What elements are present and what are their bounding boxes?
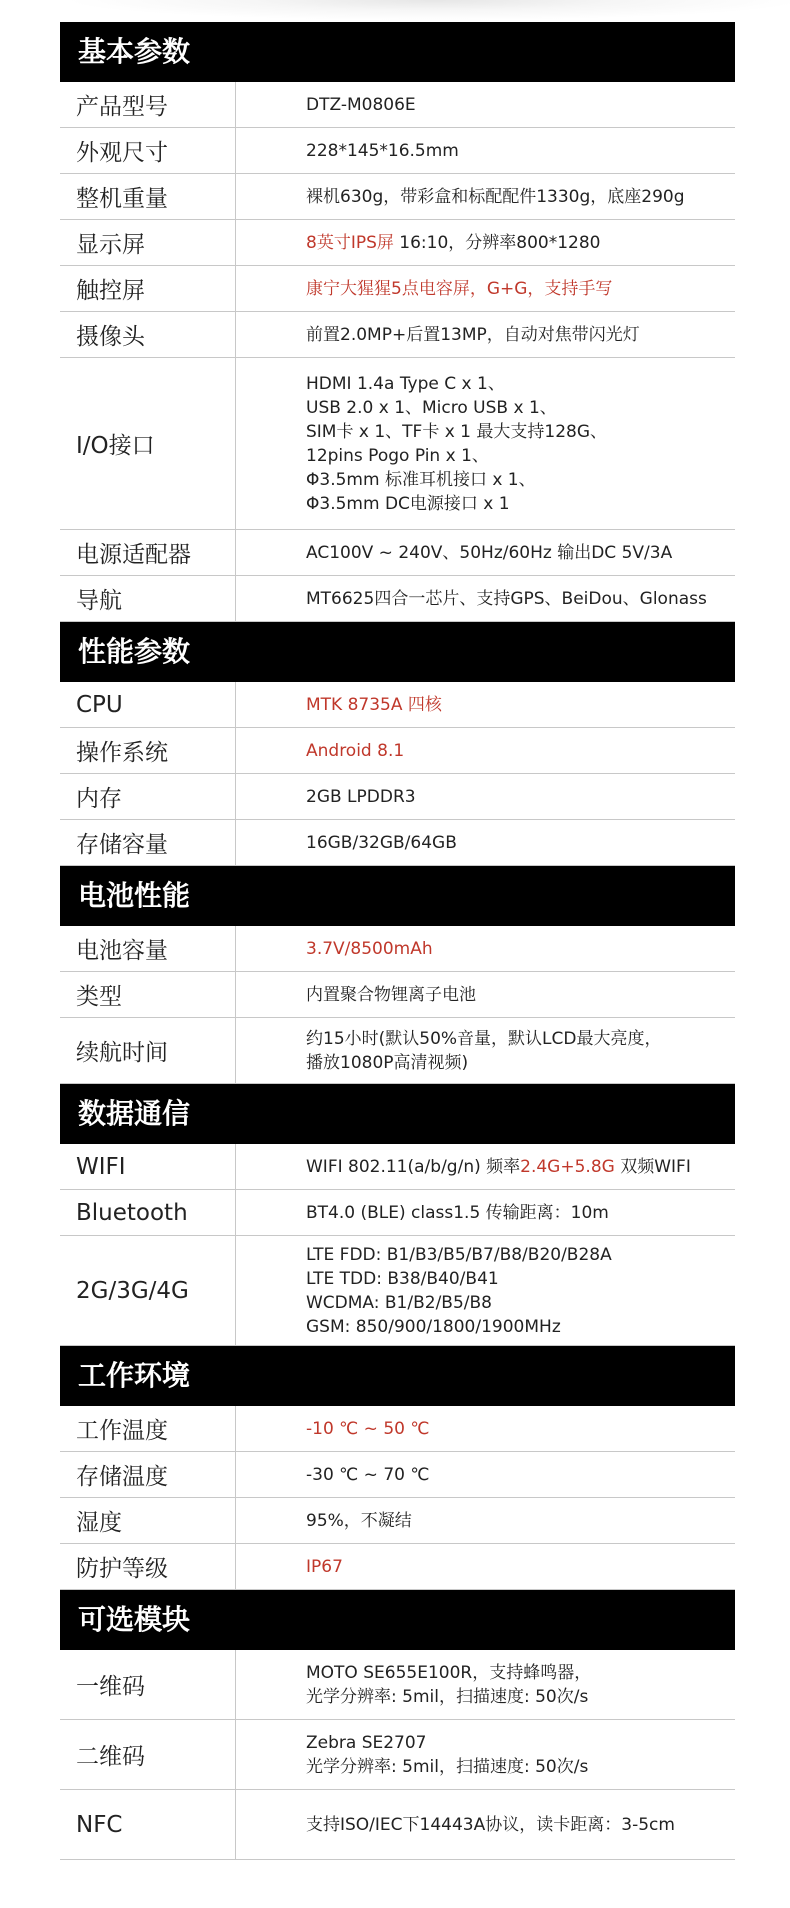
spec-value-line <box>306 1051 735 1075</box>
value-text: Zebra SE2707 <box>306 1732 427 1753</box>
highlight-text: Android 8.1 <box>306 740 405 761</box>
value-text: DTZ-M0806E <box>306 94 416 115</box>
spec-row <box>60 1498 735 1544</box>
value-text: HDMI 1.4a Type C x 1、 <box>306 373 505 394</box>
spec-label: 电源适配器 <box>60 530 236 575</box>
spec-value <box>236 1661 735 1709</box>
spec-table <box>60 22 735 1860</box>
spec-label: 操作系统 <box>60 728 236 773</box>
spec-value <box>236 1813 735 1837</box>
spec-row <box>60 82 735 128</box>
spec-value-line <box>306 831 735 855</box>
spec-value <box>236 1155 735 1179</box>
highlight-text: IP67 <box>306 1556 343 1577</box>
spec-value-line <box>306 1417 735 1441</box>
spec-value <box>236 139 735 163</box>
spec-label: 整机重量 <box>60 174 236 219</box>
spec-value-line <box>306 1509 735 1533</box>
spec-value <box>236 1201 735 1225</box>
spec-value-line <box>306 1201 735 1225</box>
spec-value <box>236 231 735 255</box>
spec-value <box>236 1555 735 1579</box>
spec-label: CPU <box>60 682 236 727</box>
highlight-text: 2.4G+5.8G <box>520 1156 615 1177</box>
spec-row <box>60 972 735 1018</box>
spec-row <box>60 1018 735 1084</box>
spec-value <box>236 1027 735 1075</box>
value-text: 双频WIFI <box>614 1156 691 1177</box>
value-text: AC100V ~ 240V、50Hz/60Hz 输出DC 5V/3A <box>306 542 673 563</box>
spec-row <box>60 576 735 622</box>
section-header: 可选模块 <box>60 1590 735 1650</box>
spec-value-line <box>306 444 735 468</box>
spec-value-line <box>306 492 735 516</box>
spec-label: 类型 <box>60 972 236 1017</box>
value-text: WCDMA: B1/B2/B5/B8 <box>306 1292 492 1313</box>
spec-value <box>236 1509 735 1533</box>
spec-row <box>60 358 735 530</box>
spec-value-line <box>306 323 735 347</box>
section-header: 性能参数 <box>60 622 735 682</box>
spec-label: Bluetooth <box>60 1190 236 1235</box>
value-text: 228*145*16.5mm <box>306 140 459 161</box>
spec-label: 二维码 <box>60 1720 236 1789</box>
spec-label: 外观尺寸 <box>60 128 236 173</box>
value-text: 95%，不凝结 <box>306 1510 412 1531</box>
spec-label: 导航 <box>60 576 236 621</box>
spec-label: 产品型号 <box>60 82 236 127</box>
spec-label: 内存 <box>60 774 236 819</box>
value-text: LTE TDD: B38/B40/B41 <box>306 1268 499 1289</box>
spec-value <box>236 372 735 516</box>
spec-value <box>236 587 735 611</box>
value-text: USB 2.0 x 1、Micro USB x 1、 <box>306 397 557 418</box>
highlight-text: 康宁大猩猩5点电容屏，G+G，支持手写 <box>306 278 613 299</box>
spec-row <box>60 682 735 728</box>
spec-value <box>236 937 735 961</box>
spec-row <box>60 1790 735 1860</box>
spec-value <box>236 983 735 1007</box>
spec-value <box>236 93 735 117</box>
spec-row <box>60 1544 735 1590</box>
spec-value <box>236 541 735 565</box>
spec-value <box>236 739 735 763</box>
spec-value <box>236 1417 735 1441</box>
spec-value-line <box>306 185 735 209</box>
spec-row <box>60 1720 735 1790</box>
section-header: 基本参数 <box>60 22 735 82</box>
spec-value <box>236 785 735 809</box>
value-text: MOTO SE655E100R，支持蜂鸣器， <box>306 1662 592 1683</box>
spec-value-line <box>306 1027 735 1051</box>
value-text: 光学分辨率: 5mil，扫描速度: 50次/s <box>306 1756 589 1777</box>
spec-value-line <box>306 1243 735 1267</box>
spec-label: 存储容量 <box>60 820 236 865</box>
value-text: GSM: 850/900/1800/1900MHz <box>306 1316 561 1337</box>
section-header: 数据通信 <box>60 1084 735 1144</box>
spec-value <box>236 831 735 855</box>
spec-row <box>60 820 735 866</box>
spec-value-line <box>306 1813 735 1837</box>
value-text: 约15小时(默认50%音量，默认LCD最大亮度， <box>306 1028 662 1049</box>
spec-value-line <box>306 231 735 255</box>
value-text: LTE FDD: B1/B3/B5/B7/B8/B20/B28A <box>306 1244 612 1265</box>
value-text: 光学分辨率: 5mil，扫描速度: 50次/s <box>306 1686 589 1707</box>
spec-row <box>60 1190 735 1236</box>
spec-label: 一维码 <box>60 1650 236 1719</box>
highlight-text: MTK 8735A 四核 <box>306 694 442 715</box>
value-text: 内置聚合物锂离子电池 <box>306 984 476 1005</box>
spec-value <box>236 1463 735 1487</box>
spec-value-line <box>306 541 735 565</box>
spec-label: I/O接口 <box>60 358 236 529</box>
value-text: BT4.0 (BLE) class1.5 传输距离：10m <box>306 1202 609 1223</box>
value-text: 16GB/32GB/64GB <box>306 832 457 853</box>
spec-value-line <box>306 937 735 961</box>
spec-value-line <box>306 1661 735 1685</box>
spec-value-line <box>306 1731 735 1755</box>
spec-row <box>60 926 735 972</box>
spec-row <box>60 1236 735 1346</box>
spec-row <box>60 312 735 358</box>
spec-label: 防护等级 <box>60 1544 236 1589</box>
spec-value <box>236 693 735 717</box>
spec-value-line <box>306 1267 735 1291</box>
spec-value <box>236 323 735 347</box>
spec-row <box>60 728 735 774</box>
spec-value-line <box>306 139 735 163</box>
spec-row <box>60 174 735 220</box>
spec-row <box>60 266 735 312</box>
spec-value-line <box>306 1315 735 1339</box>
value-text: 前置2.0MP+后置13MP，自动对焦带闪光灯 <box>306 324 640 345</box>
spec-value-line <box>306 587 735 611</box>
spec-row <box>60 1452 735 1498</box>
spec-row <box>60 220 735 266</box>
spec-row <box>60 1650 735 1720</box>
spec-value-line <box>306 1463 735 1487</box>
spec-value-line <box>306 396 735 420</box>
value-text: WIFI 802.11(a/b/g/n) 频率 <box>306 1156 521 1177</box>
spec-row <box>60 1406 735 1452</box>
spec-value-line <box>306 93 735 117</box>
spec-row <box>60 128 735 174</box>
spec-value-line <box>306 983 735 1007</box>
spec-label: 续航时间 <box>60 1018 236 1083</box>
spec-value-line <box>306 739 735 763</box>
value-text: 支持ISO/IEC下14443A协议，读卡距离：3-5cm <box>306 1814 675 1835</box>
spec-row <box>60 1144 735 1190</box>
highlight-text: -10 ℃ ~ 50 ℃ <box>306 1418 430 1439</box>
spec-label: 工作温度 <box>60 1406 236 1451</box>
value-text: -30 ℃ ~ 70 ℃ <box>306 1464 430 1485</box>
spec-label: 2G/3G/4G <box>60 1236 236 1345</box>
spec-value-line <box>306 1155 735 1179</box>
spec-value-line <box>306 468 735 492</box>
spec-label: 显示屏 <box>60 220 236 265</box>
spec-value <box>236 185 735 209</box>
value-text: MT6625四合一芯片、支持GPS、BeiDou、Glonass <box>306 588 707 609</box>
value-text: 2GB LPDDR3 <box>306 786 416 807</box>
value-text: 16:10，分辨率800*1280 <box>393 232 601 253</box>
spec-value-line <box>306 785 735 809</box>
top-shadow <box>0 0 790 24</box>
value-text: 裸机630g，带彩盒和标配配件1330g，底座290g <box>306 186 685 207</box>
highlight-text: 3.7V/8500mAh <box>306 938 433 959</box>
spec-value-line <box>306 1555 735 1579</box>
spec-value-line <box>306 420 735 444</box>
spec-label: 电池容量 <box>60 926 236 971</box>
spec-label: 触控屏 <box>60 266 236 311</box>
value-text: SIM卡 x 1、TF卡 x 1 最大支持128G、 <box>306 421 608 442</box>
section-header: 电池性能 <box>60 866 735 926</box>
spec-value-line <box>306 1755 735 1779</box>
spec-row <box>60 774 735 820</box>
spec-value-line <box>306 1685 735 1709</box>
spec-label: 湿度 <box>60 1498 236 1543</box>
value-text: Φ3.5mm DC电源接口 x 1 <box>306 493 510 514</box>
section-header: 工作环境 <box>60 1346 735 1406</box>
spec-value-line <box>306 372 735 396</box>
spec-value <box>236 1243 735 1339</box>
spec-value <box>236 277 735 301</box>
spec-label: NFC <box>60 1790 236 1859</box>
spec-value-line <box>306 1291 735 1315</box>
value-text: 播放1080P高清视频) <box>306 1052 469 1073</box>
value-text: 12pins Pogo Pin x 1、 <box>306 445 489 466</box>
spec-value-line <box>306 693 735 717</box>
spec-label: WIFI <box>60 1144 236 1189</box>
spec-label: 摄像头 <box>60 312 236 357</box>
highlight-text: 8英寸IPS屏 <box>306 232 394 253</box>
spec-value <box>236 1731 735 1779</box>
spec-row <box>60 530 735 576</box>
spec-value-line <box>306 277 735 301</box>
value-text: Φ3.5mm 标准耳机接口 x 1、 <box>306 469 536 490</box>
spec-label: 存储温度 <box>60 1452 236 1497</box>
